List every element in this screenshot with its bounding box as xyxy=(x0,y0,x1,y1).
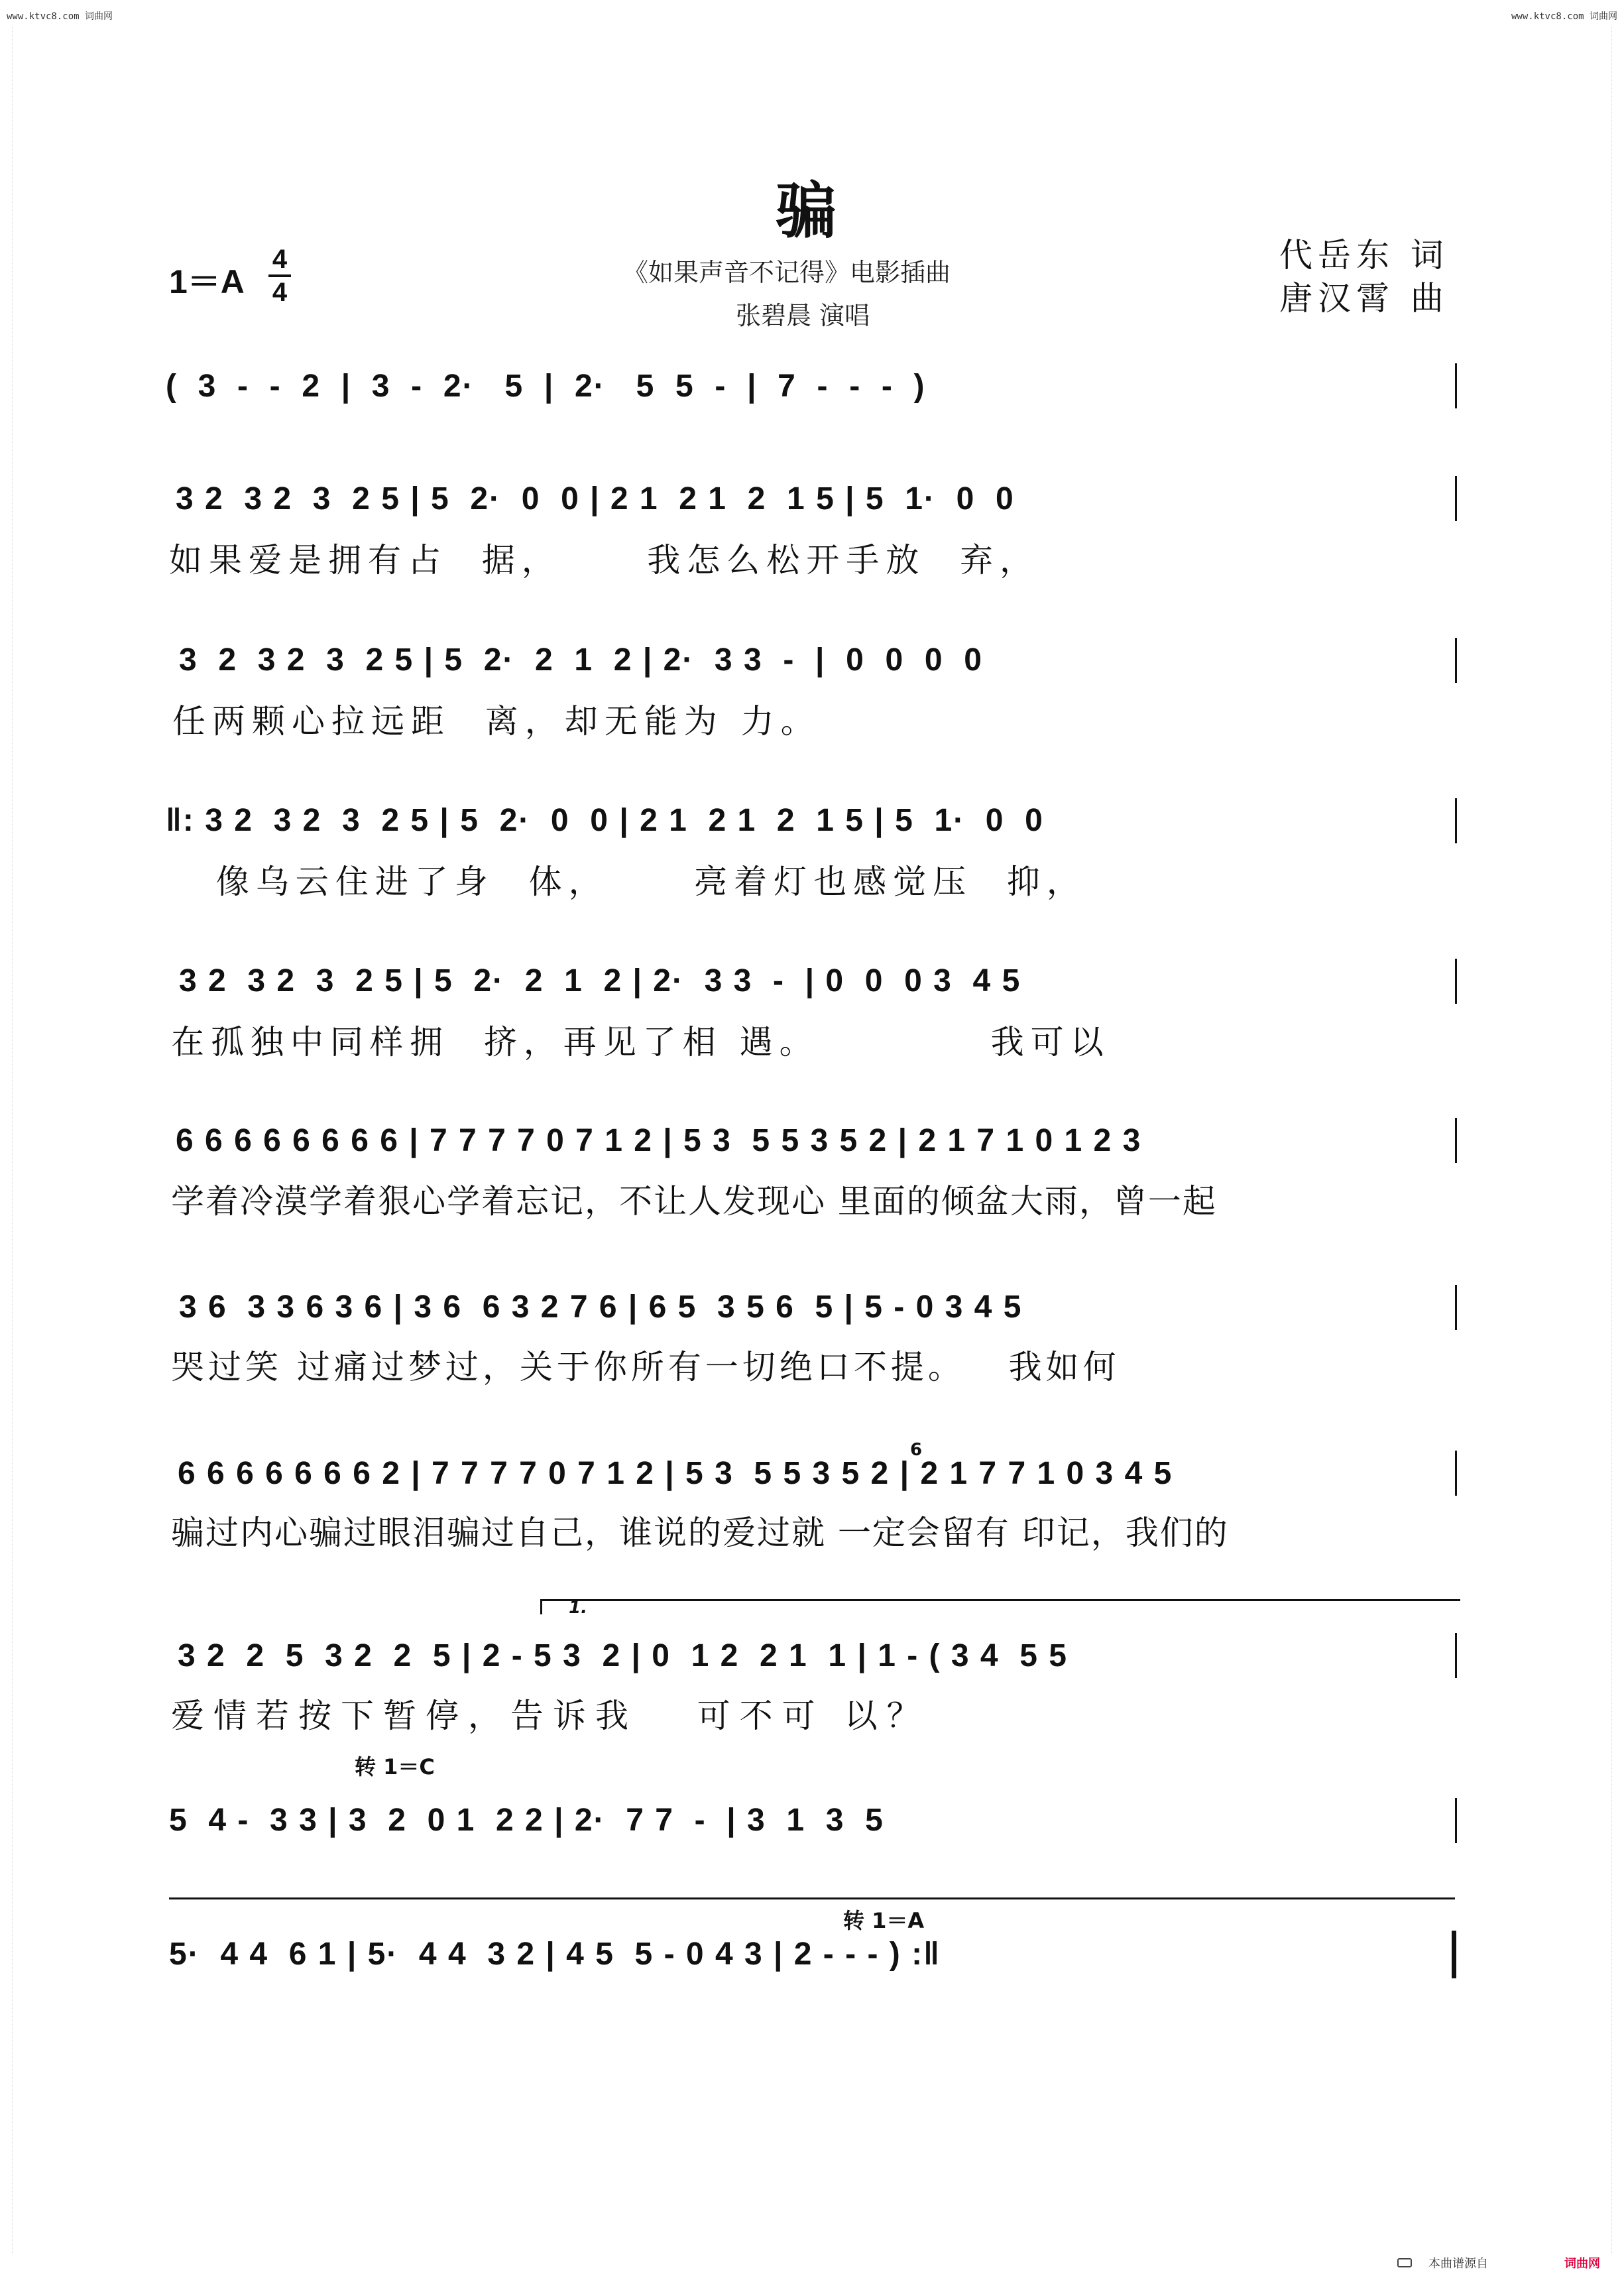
barline xyxy=(1455,959,1457,1004)
barline xyxy=(1455,1118,1457,1163)
watermark-top-right: www.ktvc8.com 词曲网 xyxy=(1511,11,1617,22)
notation-row-11: 5· 4 4 6 1 | 5· 4 4 3 2 | 4 5 5 - 0 4 3 | 2 - - - ) :‖ xyxy=(169,1937,941,1972)
notation-row-10: 5 4 - 3 3 | 3 2 0 1 2 2 | 2· 7 7 - | 3 1 3 5 xyxy=(169,1803,884,1838)
barline xyxy=(1455,476,1457,521)
barline xyxy=(1455,798,1457,843)
notation-row-9: 3 2 2 5 3 2 2 5 | 2 - 5 3 2 | 0 1 2 2 1 1 | 1 - ( 3 4 5 5 xyxy=(178,1638,1068,1673)
time-top: 4 xyxy=(272,245,288,274)
time-divider xyxy=(268,274,291,277)
composer-credit: 唐汉霄 曲 xyxy=(1279,279,1449,318)
performer: 张碧晨 演唱 xyxy=(736,301,870,330)
final-barline xyxy=(1452,1931,1456,1978)
notation-row-5: 3 2 3 2 3 2 5 | 5 2· 2 1 2 | 2· 3 3 - | 0 0 0 3 4 5 xyxy=(179,963,1021,998)
notation-row-7: 3 6 3 3 6 3 6 | 3 6 6 3 2 7 6 | 6 5 3 5 6 5 | 5 - 0 3 4 5 xyxy=(179,1290,1023,1325)
barline xyxy=(1455,1285,1457,1330)
lyrics-row-7: 哭过笑 过痛过梦过，关于你所有一切绝口不提。 我如何 xyxy=(171,1348,1120,1386)
modulation-to-c: 转 1＝C xyxy=(355,1754,435,1779)
volta-bracket xyxy=(540,1599,1460,1614)
modulation-to-a: 转 1＝A xyxy=(843,1908,925,1933)
lyrics-row-9: 爱情若按下暂停，告诉我 可不可 以？ xyxy=(171,1697,929,1735)
time-signature xyxy=(268,245,291,306)
lyrics-row-2: 如果爱是拥有占 据， 我怎么松开手放 弃， xyxy=(169,541,1040,579)
watermark-top-left: www.ktvc8.com 词曲网 xyxy=(7,11,113,22)
notation-row-3: 3 2 3 2 3 2 5 | 5 2· 2 1 2 | 2· 3 3 - | 0 0 0 0 xyxy=(179,642,983,678)
barline xyxy=(1455,638,1457,683)
lyrics-row-8: 骗过内心骗过眼泪骗过自己，谁说的爱过就 一定会留有 印记，我们的 xyxy=(171,1514,1229,1552)
barline xyxy=(1455,1451,1457,1496)
lyrics-row-3: 任两颗心拉远距 离，却无能为 力。 xyxy=(172,702,821,741)
lyrics-row-5: 在孤独中同样拥 挤，再见了相 遇。 我可以 xyxy=(171,1023,1110,1061)
notation-row-6: 6 6 6 6 6 6 6 6 | 7 7 7 7 0 7 1 2 | 5 3 5 5 3 5 2 | 2 1 7 1 0 1 2 3 xyxy=(176,1123,1142,1158)
staff-separator xyxy=(169,1897,1455,1899)
footer-source: 本曲谱源自 xyxy=(1428,2257,1488,2271)
time-bottom: 4 xyxy=(272,278,288,307)
key-signature: 1＝A xyxy=(169,263,245,300)
notation-row-1: ( 3 - - 2 | 3 - 2· 5 | 2· 5 5 - | 7 - - - ) xyxy=(166,369,926,404)
notation-row-8: 6 6 6 6 6 6 6 2 | 7 7 7 7 0 7 1 2 | 5 3 5 5 3 5 2 | 2 1 7 7 1 0 3 4 5 xyxy=(178,1456,1173,1491)
ktv-logo-icon xyxy=(1397,2258,1412,2267)
volta-mark: 1. xyxy=(569,1598,587,1618)
footer-site-logo[interactable]: 词曲网 xyxy=(1564,2257,1600,2271)
barline xyxy=(1455,1798,1457,1843)
barline xyxy=(1455,363,1457,408)
side-watermark-right xyxy=(1611,27,1621,2254)
grace-note-6: 6 xyxy=(910,1440,923,1460)
subtitle: 《如果声音不记得》电影插曲 xyxy=(623,258,951,287)
barline xyxy=(1455,1633,1457,1678)
notation-row-4: ‖: 3 2 3 2 3 2 5 | 5 2· 0 0 | 2 1 2 1 2 1 5 | 5 1· 0 0 xyxy=(166,803,1044,838)
page-title: 骗 xyxy=(776,175,837,247)
lyrics-row-6: 学着冷漠学着狠心学着忘记，不让人发现心 里面的倾盆大雨，曾一起 xyxy=(171,1182,1217,1221)
notation-row-2: 3 2 3 2 3 2 5 | 5 2· 0 0 | 2 1 2 1 2 1 5 | 5 1· 0 0 xyxy=(176,481,1015,516)
side-watermark-left xyxy=(3,27,13,2254)
lyrics-row-4: 像乌云住进了身 体， 亮着灯也感觉压 抑， xyxy=(199,863,1086,901)
lyricist-credit: 代岳东 词 xyxy=(1279,236,1449,274)
